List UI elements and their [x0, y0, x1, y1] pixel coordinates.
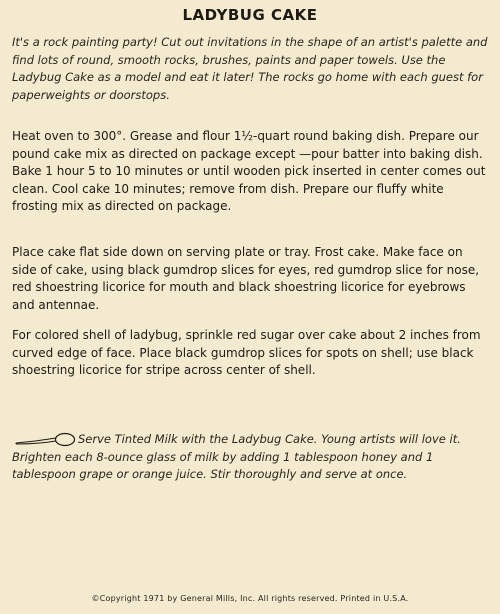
- recipe-intro: It's a rock painting party! Cut out invitations in the shape of an artist's palette and find lots of round, smooth rocks, brushes, paints and paper towels. Use the Ladybug Cake as a model and eat it later! The rocks go home with each guest for paperweights or doorstops.: [12, 35, 488, 102]
- copyright-footer: ©Copyright 1971 by General Mills, Inc. All rights reserved. Printed in U.S.A.: [91, 594, 409, 603]
- serving-tip: Serve Tinted Milk with the Ladybug Cake. Young artists will love it. Brighten each 8-ounce glass of milk by adding 1 tablespoon honey and 1 tablespoon grape or orange juice. Stir thoroughly and serve at once.: [12, 432, 461, 481]
- recipe-title: LADYBUG CAKE: [182, 6, 318, 24]
- instructions-paragraph-1: Heat oven to 300°. Grease and flour 1½-quart round baking dish. Prepare our pound cake mix as directed on package except —pour batter into baking dish. Bake 1 hour 5 to 10 minutes or until wooden pick inserted in center comes out clean. Cool cake 10 minutes; remove from dish. Prepare our fluffy white frosting mix as directed on package.: [12, 129, 486, 213]
- instructions-paragraph-3: For colored shell of ladybug, sprinkle red sugar over cake about 2 inches from curved edge of face. Place black gumdrop slices for spots on shell; use black shoestring licorice for stripe across center of shell.: [12, 328, 481, 377]
- instructions-paragraph-2: Place cake flat side down on serving plate or tray. Frost cake. Make face on side of cake, using black gumdrop slices for eyes, red gumdrop slice for nose, red shoestring licorice for mouth and black shoestring licorice for eyebrows and antennae.: [12, 245, 480, 312]
